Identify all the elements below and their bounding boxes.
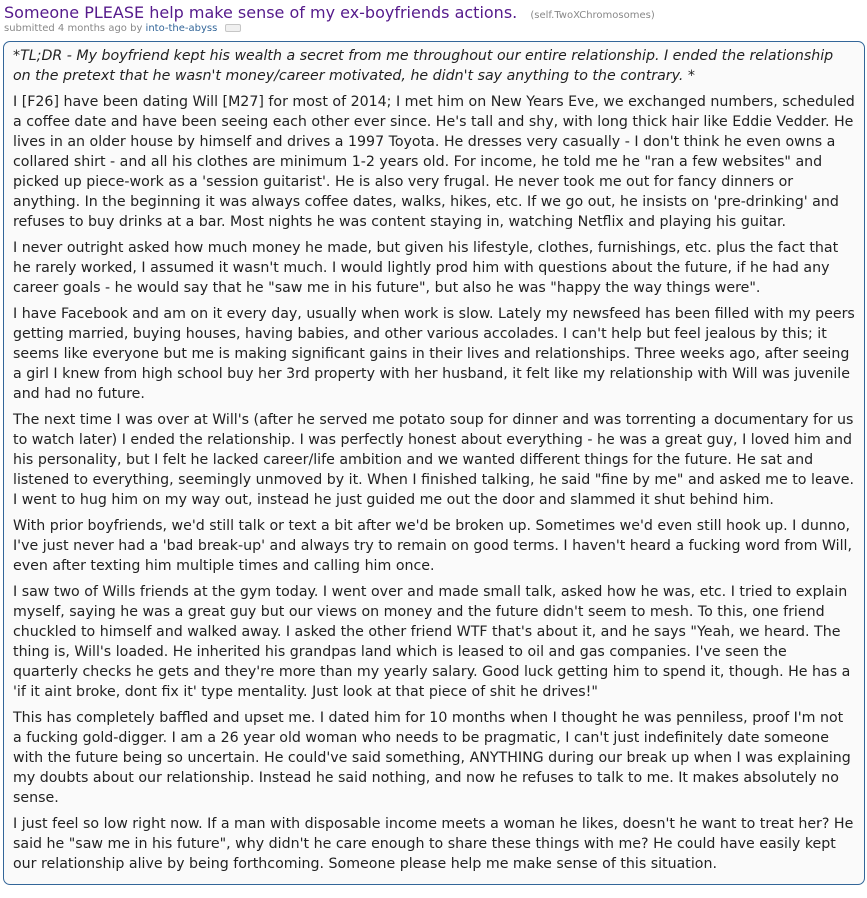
post-tagline — [4, 23, 864, 34]
title-line — [4, 3, 864, 22]
tldr-paragraph: *TL;DR - My boyfriend kept his wealth a secret from me throughout our entire relationship. I ended the relationship on the pretext that he wasn't money/career motivated, he didn't say anything to the contrary. * — [13, 48, 834, 84]
post-header — [4, 3, 864, 34]
selftext-body — [3, 41, 865, 885]
body-paragraph: I [F26] have been dating Will [M27] for most of 2014; I met him on New Years Eve, we exchanged numbers, scheduled a coffee date and have been seeing each other ever since. He's tall and shy, with long thick hair like Eddie Vedder. He lives in an older house by himself and drives a 1997 Toyota. He dresses very casually - I don't think he even owns a collared shirt - and all his clothes are minimum 1-2 years old. For income, he told me he "ran a few websites" and picked up piece-work as a 'session guitarist'. He is also very frugal. He never took me out for fancy dinners or anything. In the beginning it was always coffee dates, walks, hikes, etc. If we go out, he insists on 'pre-drinking' and refuses to buy drinks at a bar. Most nights he was content staying in, watching Netflix and playing his guitar. — [13, 94, 855, 230]
submitted-text: submitted 4 months ago by — [4, 23, 143, 34]
body-paragraph: I just feel so low right now. If a man with disposable income meets a woman he likes, doesn't he want to treat her? He said he "saw me in his future", why didn't he care enough to share these things with me? He could have easily kept our relationship alive by being forthcoming. Someone please help me make sense of this situation. — [13, 816, 854, 872]
body-paragraph: I have Facebook and am on it every day, usually when work is slow. Lately my newsfeed has been filled with my peers getting married, buying houses, having babies, and other various accolades. I can't help but feel jealous by this; it seems like everyone but me is making significant gains in their lives and relationships. Three weeks ago, after seeing a girl I knew from high school buy her 3rd property with her husband, it felt like my relationship with Will was juvenile and had no future. — [13, 306, 855, 402]
body-paragraph: This has completely baffled and upset me. I dated him for 10 months when I thought he was penniless, proof I'm not a fucking gold-digger. I am a 26 year old woman who needs to be pragmatic, I can't just indefinitely date someone with the future being so uncertain. He could've said something, ANYTHING during our break up when I was explaining my doubts about our relationship. Instead he said nothing, and now he refuses to talk to me. It makes absolutely no sense. — [13, 710, 851, 806]
post-domain-link[interactable]: (self.TwoXChromosomes) — [530, 10, 655, 21]
body-paragraph: I saw two of Wills friends at the gym today. I went over and made small talk, asked how he was, etc. I tried to explain myself, saying he was a great guy but our views on money and the future didn't seem to mesh. To this, one friend chuckled to himself and walked away. I asked the other friend WTF that's about it, and he says "Yeah, we heard. The thing is, Will's loaded. He inherited his grandpas land which is leased to oil and gas companies. I've seen the quarterly checks he gets and they're more than my yearly salary. Good luck getting him to spend it, though. He has a 'if it aint broke, dont fix it' type mentality. Just look at that piece of shit he drives!" — [13, 584, 851, 700]
body-paragraph: I never outright asked how much money he made, but given his lifestyle, clothes, furnishings, etc. plus the fact that he rarely worked, I assumed it wasn't much. I would lightly prod him with questions about the future, if he had any career goals - he would say that he "saw me in his future", but also he was "happy the way things were". — [13, 240, 839, 296]
user-flair-icon — [225, 24, 241, 32]
body-paragraph: With prior boyfriends, we'd still talk or text a bit after we'd be broken up. Sometimes we'd even still hook up. I dunno, I've just never had a 'bad break-up' and always try to remain on good terms. I haven't heard a fucking word from Will, even after texting him multiple times and calling him once. — [13, 518, 852, 574]
body-paragraph: The next time I was over at Will's (after he served me potato soup for dinner and was torrenting a documentary for us to watch later) I ended the relationship. I was perfectly honest about everything - he was a great guy, I loved him and his personality, but I felt he lacked career/life ambition and we wanted different things for the future. He sat and listened to everything, seemingly unmoved by it. When I finished talking, he said "fine by me" and asked me to leave. I went to hug him on my way out, instead he just guided me out the door and slammed it shut behind him. — [13, 412, 854, 508]
author-link[interactable]: into-the-abyss — [145, 23, 218, 34]
post-title-link[interactable]: Someone PLEASE help make sense of my ex-boyfriends actions. — [4, 3, 518, 22]
